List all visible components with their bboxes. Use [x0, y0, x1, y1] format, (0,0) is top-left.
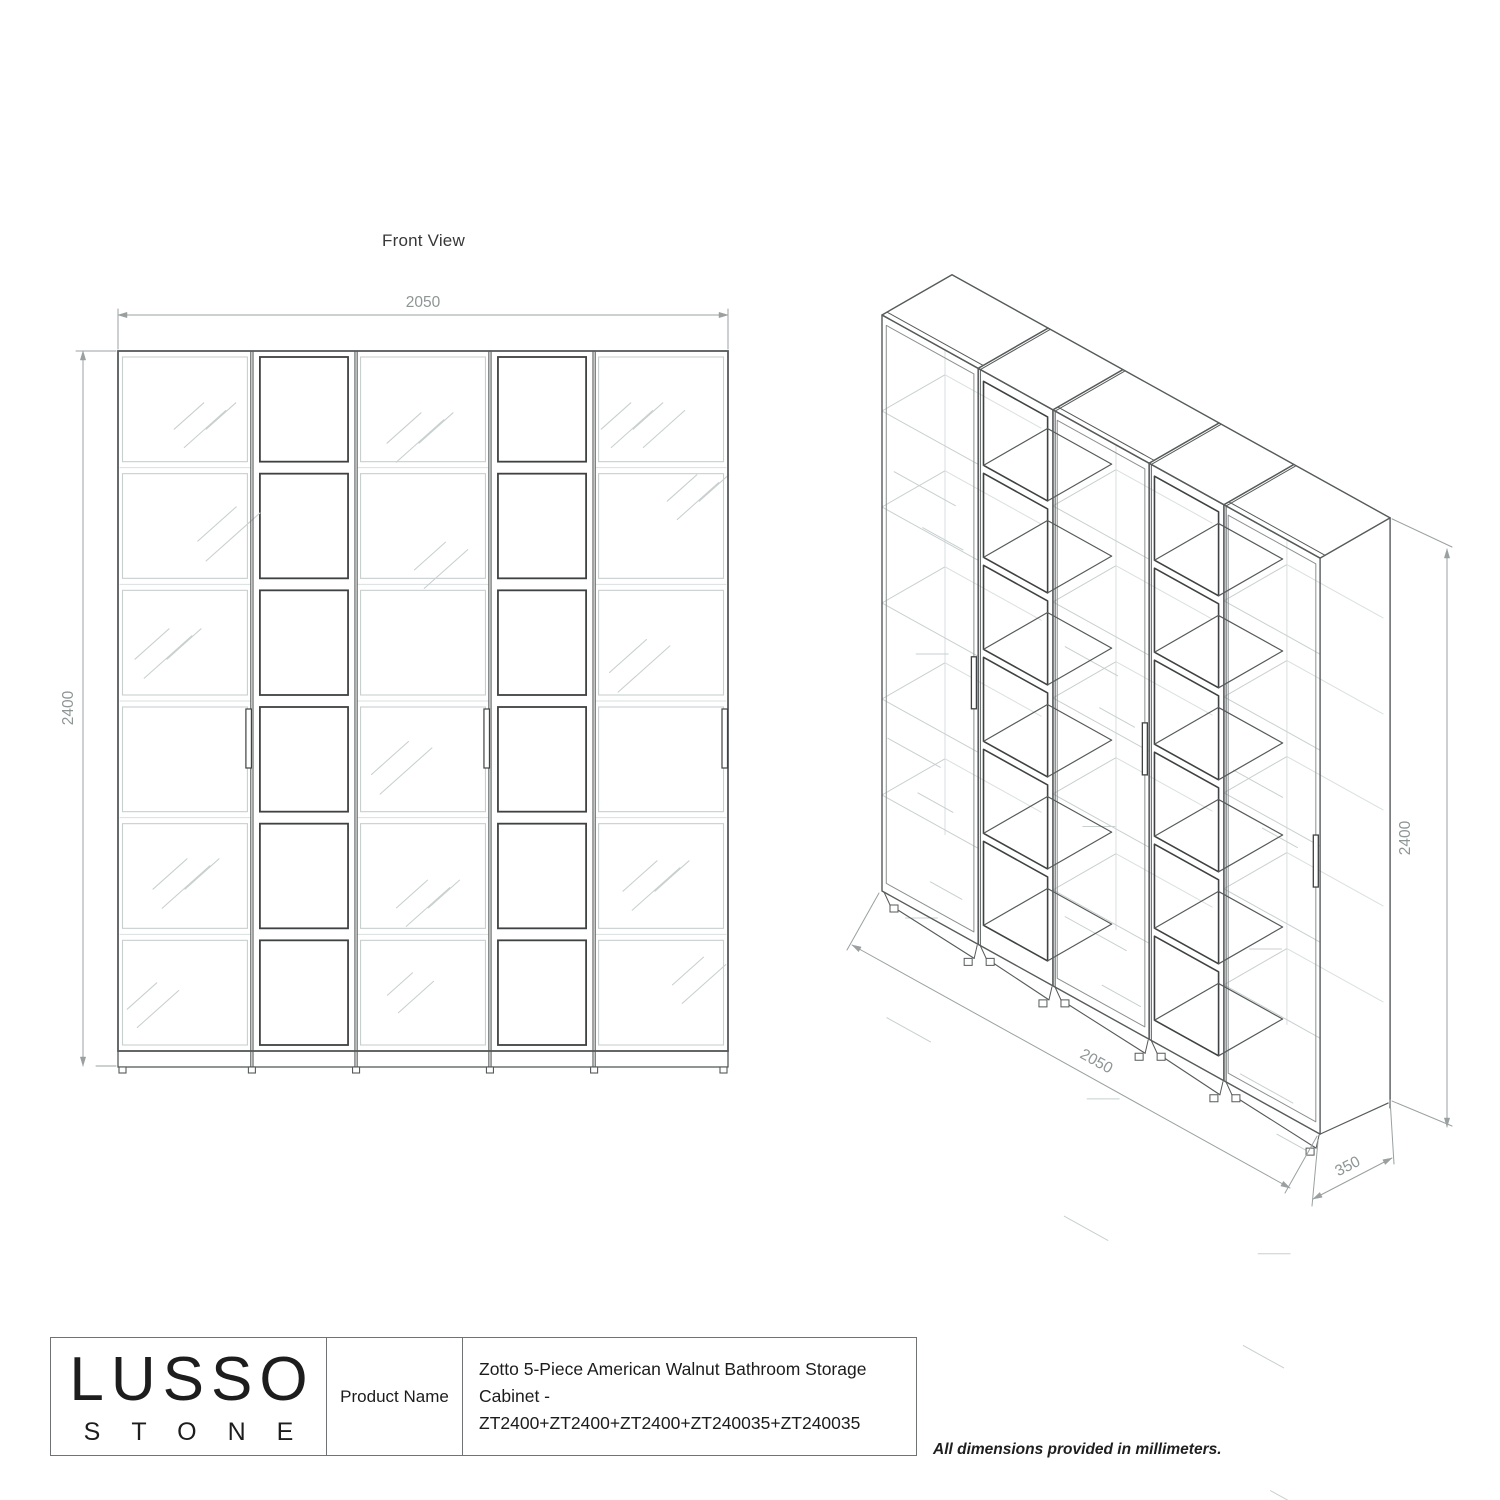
product-name-line1: Zotto 5-Piece American Walnut Bathroom Storage: [479, 1359, 867, 1379]
brand-logo: [51, 1338, 327, 1455]
units-footnote: All dimensions provided in millimeters.: [933, 1441, 1222, 1458]
title-block: [50, 1337, 917, 1456]
brand-name-primary: LUSSO: [69, 1344, 315, 1414]
front-width-dimension: 2050: [405, 294, 441, 311]
iso-width-dimension: 2050: [1077, 1045, 1116, 1078]
product-name-label: Product Name: [327, 1338, 463, 1455]
front-view-title: Front View: [382, 231, 465, 250]
iso-height-dimension: 2400: [1397, 820, 1414, 856]
front-height-dimension: 2400: [60, 690, 77, 726]
product-name-line2: Cabinet - ZT2400+ZT2400+ZT2400+ZT240035+ZT240035: [479, 1386, 861, 1433]
product-name-value: [463, 1338, 916, 1455]
iso-depth-dimension: 350: [1332, 1153, 1364, 1181]
brand-name-secondary: STONE: [83, 1417, 325, 1446]
